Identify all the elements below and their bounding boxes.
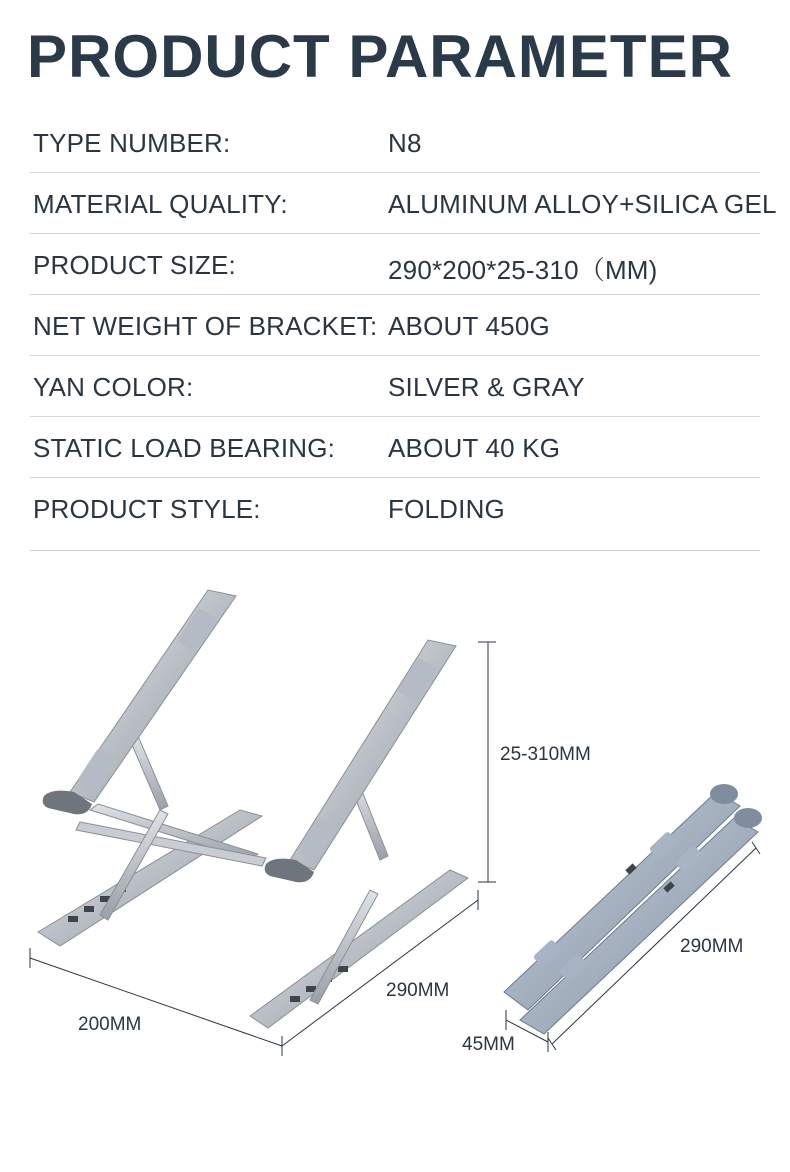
spec-value: SILVER & GRAY — [388, 372, 585, 402]
page-title: PRODUCT PARAMETER — [27, 23, 733, 90]
folded-thickness-dimension-label: 45MM — [462, 1034, 515, 1055]
spec-row-type-number — [30, 112, 760, 173]
spec-row-color — [30, 356, 760, 417]
folded-length-dimension-label: 290MM — [680, 936, 744, 957]
spec-value: ALUMINUM ALLOY+SILICA GEL — [388, 189, 777, 219]
spec-label: NET WEIGHT OF BRACKET: — [33, 311, 378, 341]
spec-row-style — [30, 478, 760, 551]
spec-label: YAN COLOR: — [33, 372, 194, 402]
spec-label: STATIC LOAD BEARING: — [33, 433, 336, 463]
spec-value: 290*200*25-310（MM) — [388, 255, 658, 285]
spec-label: PRODUCT STYLE: — [33, 494, 261, 524]
spec-value: N8 — [388, 128, 422, 158]
spec-label: PRODUCT SIZE: — [33, 250, 236, 280]
depth-dimension-label: 290MM — [386, 980, 450, 1001]
spec-label: MATERIAL QUALITY: — [33, 189, 288, 219]
spec-value: ABOUT 40 KG — [388, 433, 561, 463]
spec-value: ABOUT 450G — [388, 311, 550, 341]
width-dimension-label: 200MM — [78, 1014, 142, 1035]
spec-row-size — [30, 234, 760, 295]
spec-row-material — [30, 173, 777, 234]
open-stand — [38, 590, 468, 1028]
spec-label: TYPE NUMBER: — [33, 128, 231, 158]
folded-stand — [504, 784, 762, 1034]
spec-row-weight — [30, 295, 760, 356]
spec-row-load — [30, 417, 760, 478]
height-dimension-label: 25-310MM — [500, 744, 591, 765]
product-illustration — [0, 560, 790, 1172]
spec-value: FOLDING — [388, 494, 505, 524]
spec-table — [30, 112, 777, 551]
